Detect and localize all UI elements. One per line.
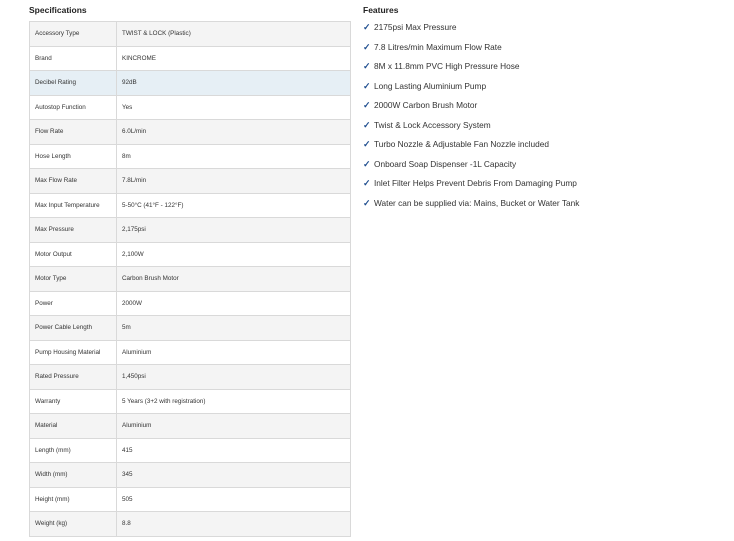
spec-value: KINCROME <box>117 46 351 71</box>
spec-row <box>30 438 351 463</box>
spec-value: 2,175psi <box>117 218 351 243</box>
spec-value: 1,450psi <box>117 365 351 390</box>
spec-label: Max Pressure <box>30 218 117 243</box>
feature-text: Twist & Lock Accessory System <box>374 119 491 130</box>
spec-label: Power <box>30 291 117 316</box>
feature-item <box>363 157 723 177</box>
spec-value: 5 Years (3+2 with registration) <box>117 389 351 414</box>
spec-label: Height (mm) <box>30 487 117 512</box>
feature-text: 7.8 Litres/min Maximum Flow Rate <box>374 41 502 52</box>
spec-label: Autostop Function <box>30 95 117 120</box>
check-icon: ✓ <box>363 139 371 149</box>
feature-item <box>363 40 723 60</box>
spec-row <box>30 144 351 169</box>
spec-row <box>30 463 351 488</box>
spec-label: Max Input Temperature <box>30 193 117 218</box>
check-icon: ✓ <box>363 158 371 169</box>
feature-item <box>363 137 723 157</box>
spec-row <box>30 340 351 365</box>
feature-item <box>363 98 723 118</box>
spec-value: Aluminium <box>117 340 351 365</box>
spec-row <box>30 71 351 96</box>
spec-value: 6.0L/min <box>117 120 351 145</box>
spec-label: Motor Output <box>30 242 117 267</box>
spec-value: 8m <box>117 144 351 169</box>
spec-label: Pump Housing Material <box>30 340 117 365</box>
spec-label: Accessory Type <box>30 22 117 47</box>
spec-label: Material <box>30 414 117 439</box>
check-icon: ✓ <box>363 80 371 91</box>
feature-text: Onboard Soap Dispenser -1L Capacity <box>374 158 517 169</box>
feature-text: Inlet Filter Helps Prevent Debris From Damaging Pump <box>374 178 577 188</box>
spec-label: Weight (kg) <box>30 512 117 537</box>
spec-row <box>30 22 351 47</box>
spec-value: 505 <box>117 487 351 512</box>
spec-row <box>30 95 351 120</box>
check-icon: ✓ <box>363 41 371 52</box>
check-icon: ✓ <box>363 119 371 130</box>
feature-item <box>363 176 723 196</box>
spec-row <box>30 193 351 218</box>
features-heading: Features <box>363 5 399 15</box>
feature-text: 2000W Carbon Brush Motor <box>374 100 478 110</box>
spec-label: Brand <box>30 46 117 71</box>
check-icon: ✓ <box>363 22 371 32</box>
spec-value: Yes <box>117 95 351 120</box>
feature-item <box>363 59 723 79</box>
spec-value: 2,100W <box>117 242 351 267</box>
spec-row <box>30 120 351 145</box>
spec-label: Warranty <box>30 389 117 414</box>
feature-item <box>363 196 723 216</box>
feature-text: Turbo Nozzle & Adjustable Fan Nozzle included <box>374 139 549 149</box>
spec-value: Carbon Brush Motor <box>117 267 351 292</box>
spec-value: TWIST & LOCK (Plastic) <box>117 22 351 47</box>
feature-text: Water can be supplied via: Mains, Bucket or Water Tank <box>374 197 580 208</box>
spec-row <box>30 291 351 316</box>
spec-row <box>30 169 351 194</box>
spec-value: 92dB <box>117 71 351 96</box>
feature-text: Long Lasting Aluminium Pump <box>374 80 487 91</box>
spec-row <box>30 389 351 414</box>
spec-value: 415 <box>117 438 351 463</box>
spec-value: Aluminium <box>117 414 351 439</box>
spec-label: Length (mm) <box>30 438 117 463</box>
spec-label: Rated Pressure <box>30 365 117 390</box>
features-list <box>363 20 723 215</box>
spec-value: 8.8 <box>117 512 351 537</box>
spec-label: Power Cable Length <box>30 316 117 341</box>
spec-row <box>30 512 351 537</box>
spec-label: Hose Length <box>30 144 117 169</box>
feature-item <box>363 20 723 40</box>
spec-value: 345 <box>117 463 351 488</box>
check-icon: ✓ <box>363 61 371 71</box>
spec-row <box>30 242 351 267</box>
check-icon: ✓ <box>363 197 371 208</box>
specifications-table <box>29 21 351 537</box>
spec-value: 5m <box>117 316 351 341</box>
spec-value: 2000W <box>117 291 351 316</box>
spec-value: 7.8L/min <box>117 169 351 194</box>
specifications-table-body <box>30 22 351 537</box>
spec-row <box>30 267 351 292</box>
spec-row <box>30 487 351 512</box>
spec-row <box>30 218 351 243</box>
feature-text: 8M x 11.8mm PVC High Pressure Hose <box>374 61 520 71</box>
spec-label: Decibel Rating <box>30 71 117 96</box>
specifications-heading: Specifications <box>29 5 87 15</box>
spec-row <box>30 316 351 341</box>
spec-row <box>30 414 351 439</box>
feature-text: 2175psi Max Pressure <box>374 22 457 32</box>
spec-label: Motor Type <box>30 267 117 292</box>
spec-label: Max Flow Rate <box>30 169 117 194</box>
spec-label: Width (mm) <box>30 463 117 488</box>
feature-item <box>363 118 723 138</box>
check-icon: ✓ <box>363 178 371 188</box>
feature-item <box>363 79 723 99</box>
spec-row <box>30 365 351 390</box>
spec-label: Flow Rate <box>30 120 117 145</box>
features-section <box>363 4 723 215</box>
check-icon: ✓ <box>363 100 371 110</box>
spec-row <box>30 46 351 71</box>
spec-value: 5-50°C (41°F - 122°F) <box>117 193 351 218</box>
specifications-section <box>29 4 351 537</box>
